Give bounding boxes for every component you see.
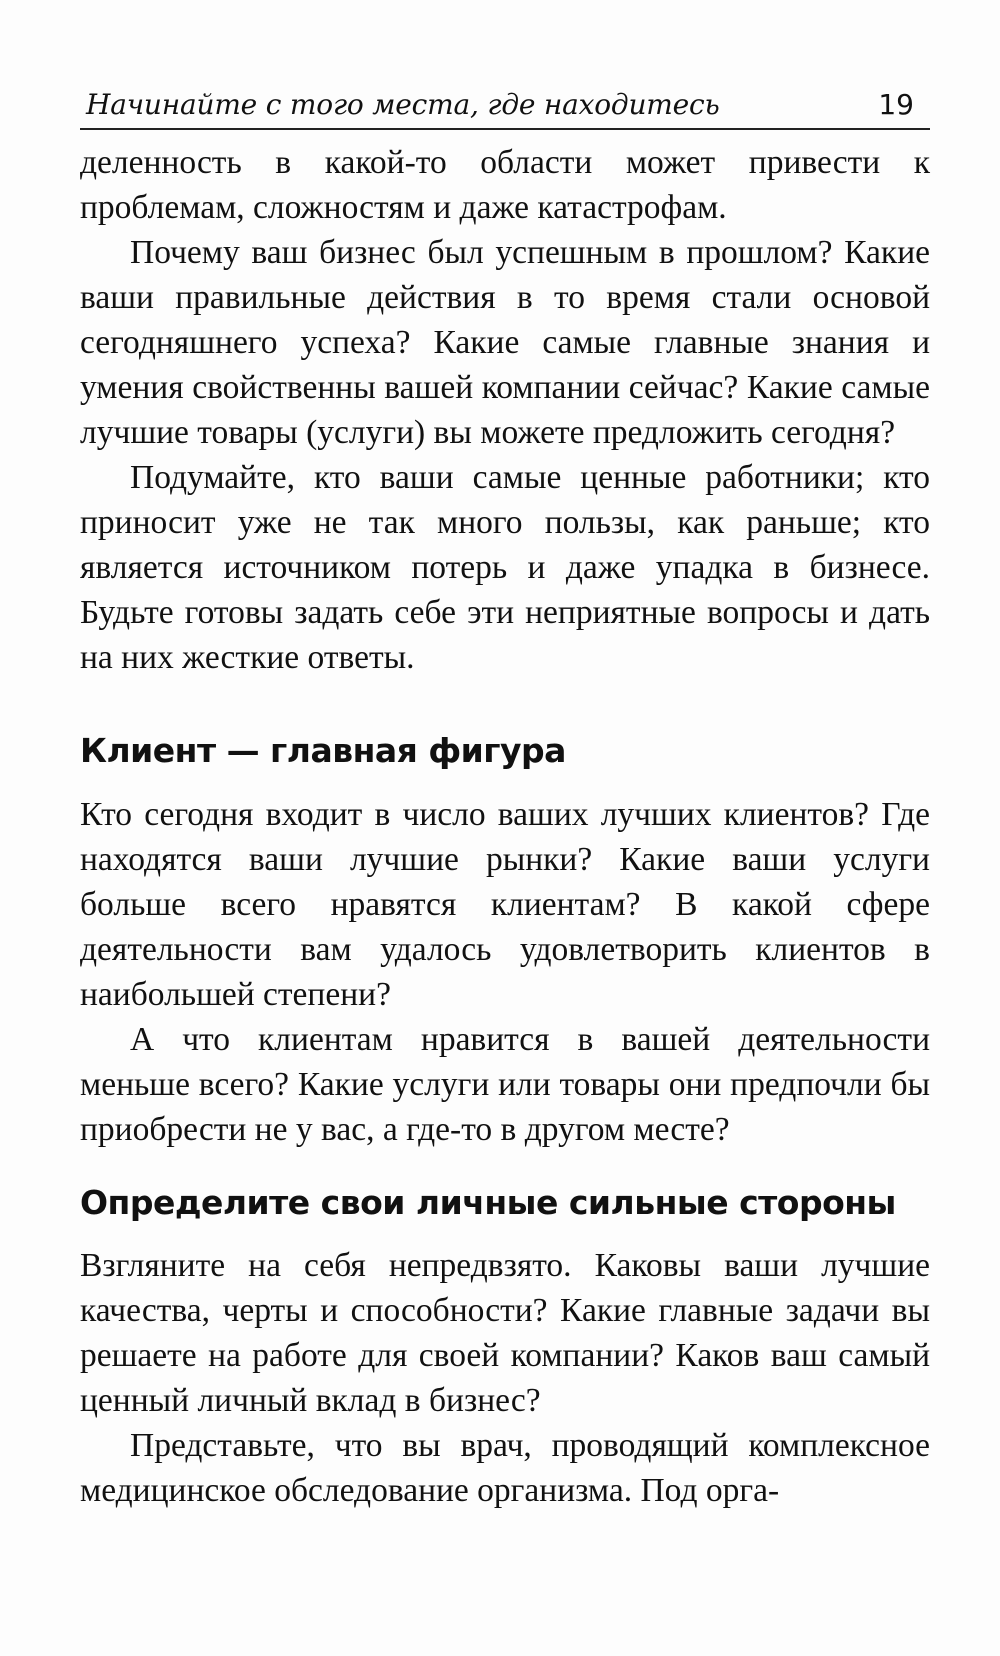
client-text-block: [80, 792, 930, 1152]
page-header: [80, 80, 930, 130]
intro-text-block: [80, 140, 930, 680]
paragraph: Представьте, что вы врач, проводящий комплексное медицинское обследование организма. Под орга-: [80, 1427, 930, 1509]
paragraph: Почему ваш бизнес был успешным в прошлом? Какие ваши правильные действия в то время стали основой сегодняшнего успеха? Какие самые главные знания и умения свойственны вашей компании сейчас? Какие самые лучшие товары (услуги) вы можете предложить сегодня?: [80, 234, 930, 451]
page-number: 19: [878, 88, 914, 121]
paragraph: Подумайте, кто ваши самые ценные работники; кто приносит уже не так много пользы, как раньше; кто является источником потерь и даже упадка в бизнесе. Будьте готовы задать себе эти неприятные вопросы и дать на них жесткие ответы.: [80, 459, 930, 676]
paragraph: Взгляните на себя непредвзято. Каковы ваши лучшие качества, черты и способности? Какие главные задачи вы решаете на работе для своей компании? Каков ваш самый ценный личный вклад в бизнес?: [80, 1247, 930, 1419]
section-heading-strengths: Определите свои личные сильные стороны: [80, 1183, 896, 1222]
running-title: Начинайте с того места, где находитесь: [86, 88, 720, 121]
paragraph: Кто сегодня входит в число ваших лучших клиентов? Где находятся ваши лучшие рынки? Какие ваши услуги больше всего нравятся клиентам? В какой сфере деятельности вам удалось удовлетворить клиентов в наибольшей степени?: [80, 796, 930, 1013]
strengths-text-block: [80, 1243, 930, 1513]
paragraph: А что клиентам нравится в вашей деятельности меньше всего? Какие услуги или товары они предпочли бы приобрести не у вас, а где-то в другом месте?: [80, 1021, 930, 1148]
section-heading-client: Клиент — главная фигура: [80, 731, 566, 770]
paragraph: деленность в какой-то области может привести к проблемам, сложностям и даже катастрофам.: [80, 144, 930, 226]
